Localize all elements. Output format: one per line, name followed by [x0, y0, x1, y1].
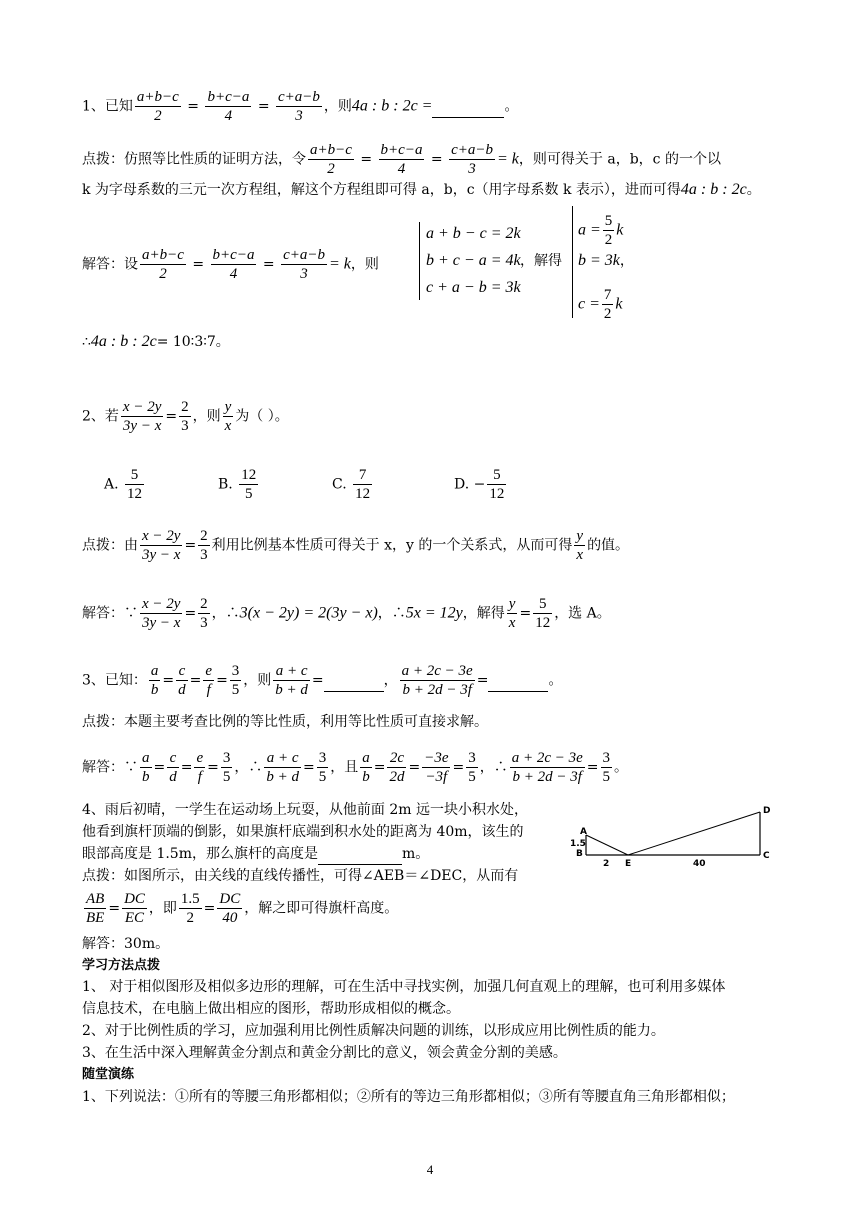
p4-hint: 点拨：如图所示，由关线的直线传播性，可得∠AEB＝∠DEC，从而有: [82, 868, 519, 884]
option-b[interactable]: B. $\frac{12}{5}$: [218, 467, 257, 502]
p4-line2: 他看到旗杆顶端的倒影，如果旗杆底端到积水处的距离为 40m，该生的: [82, 824, 524, 840]
p1-ratio: 4a : b : 2c =: [351, 97, 433, 115]
p1-sys-eq1: a + b − c = 2k: [426, 225, 521, 242]
p1-hint: 点拨：仿照等比性质的证明方法，令 $\frac{a+b-c}{2}$ = $\frac{b+c-a}{4}$ = $\frac{c+a-b}{3}$ = k，则可得关于 a，b，c 的一个以: [82, 142, 721, 177]
label-a: A: [580, 827, 587, 837]
p1-result-a: a = $\frac{5}{2}$ k: [578, 213, 624, 248]
p4-answer: 解答：30m。: [82, 936, 170, 952]
p4-line1: 4、雨后初晴，一学生在运动场上玩耍，从他前面 2m 远一块小积水处，: [82, 802, 528, 818]
p1-result-brace: [572, 206, 573, 318]
method-item-1b: 信息技术，在电脑上做出相应的图形，帮助形成相似的概念。: [82, 1001, 460, 1017]
p1-solution: 解答：设 $\frac{a+b-c}{2}$ = $\frac{b+c-a}{4}$ = $\frac{c+a-b}{3}$ = k，则: [82, 247, 379, 282]
p1-sys-eq2: b + c − a = 4k: [426, 252, 521, 269]
p4-answer-blank[interactable]: [318, 844, 402, 865]
method-item-3: 3、在生活中深入理解黄金分割点和黄金分割比的意义，领会黄金分割的美感。: [82, 1045, 567, 1061]
practice-q1: 1、下列说法：①所有的等腰三角形都相似；②所有的等边三角形都相似；③所有等腰直角三角形都相似；: [82, 1089, 735, 1105]
label-d: D: [763, 806, 770, 816]
p3-solution: 解答：∵ $\frac{a}{b}$ = $\frac{c}{d}$ = $\frac{e}{f}$ = $\frac{3}{5}$ ，∴ $\frac{a + c}{b + d}$ = $\frac{3}{5}$ ，且 $\frac{a}{b}$ = $\frac{2c}{2d}$ = $\frac{-3e}{-3f}$ = $\frac{3}{5}$ ，∴ $\frac{a + 2c - 3e}{b + 2d - 3f}$ = $\frac{3}{5}$ 。: [82, 750, 629, 785]
label-c: C: [763, 851, 770, 861]
p1-frac3: $\frac{c+a-b}{3}$: [278, 89, 320, 124]
p1-result-c: c = $\frac{7}{2}$ k: [578, 287, 623, 322]
p1-frac1: $\frac{a+b-c}{2}$: [136, 89, 179, 124]
p2-hint: 点拨：由 $\frac{x - 2y}{3y - x}$ = $\frac{2}{3}$ 利用比例基本性质可得关于 x，y 的一个关系式，从而可得 $\frac{y}{x}$ 的值。: [82, 528, 630, 563]
p2-question: 2、若 $\frac{x - 2y}{3y - x}$ = $\frac{2}{3}$ ，则 $\frac{y}{x}$ 为（ ）。: [82, 399, 289, 434]
method-title: 学习方法点拨: [82, 958, 161, 973]
p3-question: 3、已知： $\frac{a}{b}$ = $\frac{c}{d}$ = $\frac{e}{f}$ = $\frac{3}{5}$ ，则 $\frac{a + c}{b + d}$ = ， $\frac{a + 2c - 3e}{b + 2d - 3f}$ = 。: [82, 663, 563, 698]
p1-answer-blank[interactable]: [432, 97, 504, 118]
ray-ae: [586, 835, 628, 855]
p4-hint-formula: $\frac{AB}{BE}$ = $\frac{DC}{EC}$ ，即 $\frac{1.5}{2}$ = $\frac{DC}{40}$ ，解之即可得旗杆高度。: [86, 891, 399, 926]
p1-frac2: $\frac{b+c-a}{4}$: [207, 89, 250, 124]
flagpole-figure: [570, 800, 770, 870]
label-e: E: [625, 859, 632, 869]
p1-hint-line2: k 为字母系数的三元一次方程组，解这个方程组即可得 a，b，c（用字母系数 k 表示），进而可得4a : b : 2c。: [82, 181, 761, 198]
p1-solved-label: ，解得: [520, 253, 562, 269]
option-d[interactable]: D. − $\frac{5}{12}$: [454, 467, 505, 502]
ray-ed: [628, 812, 760, 855]
page-number: 4: [426, 1162, 434, 1177]
option-c[interactable]: C. $\frac{7}{12}$: [332, 467, 371, 502]
p3-hint: 点拨：本题主要考查比例的等比性质，利用等比性质可直接求解。: [82, 714, 488, 730]
label-dist-40: 40: [693, 859, 706, 869]
p1-sys-eq3: c + a − b = 3k: [426, 279, 521, 296]
p3-blank-1[interactable]: [324, 671, 384, 692]
p1-conclusion: ∴4a : b : 2c= 10∶3∶7。: [82, 333, 230, 350]
p1-prefix: 1、已知: [82, 98, 133, 115]
label-dist-2: 2: [603, 859, 610, 869]
method-item-2: 2、对于比例性质的学习，应加强利用比例性质解决问题的训练，以形成应用比例性质的能力。: [82, 1023, 665, 1039]
p2-solution: 解答：∵ $\frac{x - 2y}{3y - x}$ = $\frac{2}{3}$ ，∴3(x − 2y) = 2(3y − x)，∴5x = 12y，解得 $\frac{y}{x}$ = $\frac{5}{12}$ ，选 A。: [82, 596, 611, 631]
p4-line3: 眼部高度是 1.5m，那么旗杆的高度是 m。: [82, 844, 429, 865]
option-a[interactable]: A. $\frac{5}{12}$: [104, 467, 143, 502]
practice-title: 随堂演练: [82, 1067, 135, 1082]
method-item-1a: 1、 对于相似图形及相似多边形的理解，可在生活中寻找实例，加强几何直观上的理解，也可利用多媒体: [82, 979, 726, 995]
label-b: B: [576, 849, 583, 859]
p1-system-brace: [419, 222, 420, 300]
label-height: 1.5: [570, 839, 586, 849]
p1-question: 1、已知 $\frac{a+b-c}{2}$ = $\frac{b+c-a}{4}$ = $\frac{c+a-b}{3}$ ，则4a : b : 2c = 。: [82, 89, 519, 124]
p1-result-b: b = 3k，: [578, 252, 634, 269]
p3-blank-2[interactable]: [488, 671, 548, 692]
